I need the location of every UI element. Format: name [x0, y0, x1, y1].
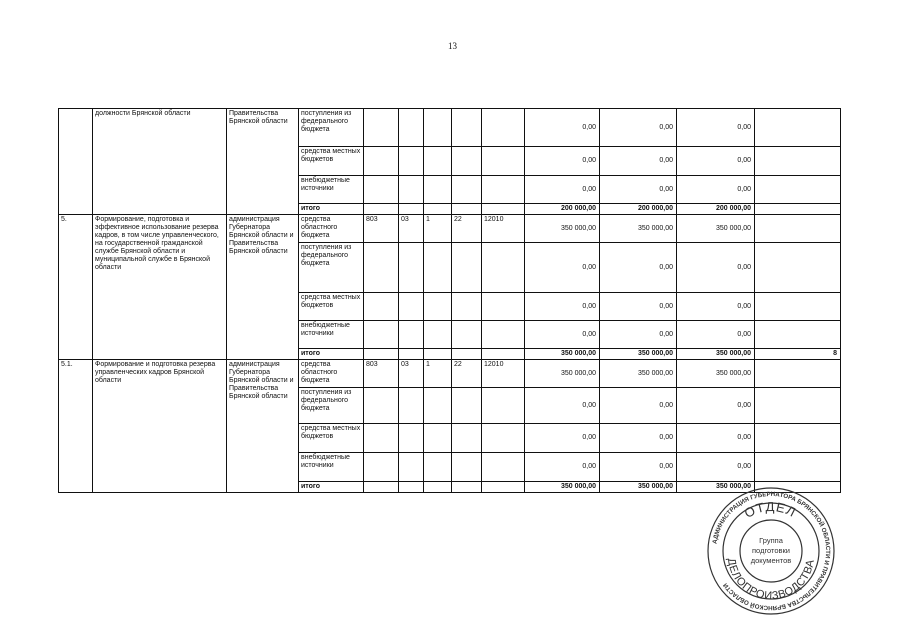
table-cell: 0,00	[600, 321, 677, 349]
table-cell	[364, 349, 399, 360]
table-cell: Формирование, подготовка и эффективное использование резерва кадров, в том числе управленческого, на государственной гражданской службе Брянской области и муниципальной службе в Брянской области	[93, 215, 227, 360]
table-cell	[452, 109, 482, 147]
table-cell	[482, 243, 525, 293]
table-cell	[482, 424, 525, 453]
table-cell: 350 000,00	[525, 215, 600, 243]
table-cell	[482, 349, 525, 360]
table-cell	[424, 453, 452, 482]
table-cell	[482, 453, 525, 482]
table-cell	[452, 176, 482, 204]
table-cell: 200 000,00	[525, 204, 600, 215]
table-cell: итого	[299, 349, 364, 360]
budget-table	[58, 108, 841, 493]
table-cell	[452, 388, 482, 424]
table-cell: 12010	[482, 215, 525, 243]
table-cell	[399, 109, 424, 147]
table-cell: 03	[399, 360, 424, 388]
table-cell: 0,00	[677, 176, 755, 204]
table-cell	[452, 204, 482, 215]
table-cell	[755, 453, 841, 482]
table-cell	[755, 176, 841, 204]
table-cell: администрация Губернатора Брянской области и Правительства Брянской области	[227, 215, 299, 360]
table-cell: итого	[299, 204, 364, 215]
table-cell: 0,00	[677, 453, 755, 482]
table-cell	[424, 482, 452, 493]
table-cell	[755, 109, 841, 147]
table-cell: 0,00	[600, 109, 677, 147]
table-cell: 0,00	[600, 453, 677, 482]
table-cell: 0,00	[600, 243, 677, 293]
page-number: 13	[448, 41, 457, 51]
table-cell	[482, 147, 525, 176]
table-cell	[755, 293, 841, 321]
table-cell	[424, 204, 452, 215]
table-cell	[399, 293, 424, 321]
table-cell: 0,00	[677, 243, 755, 293]
table-cell: 200 000,00	[600, 204, 677, 215]
table-cell	[482, 176, 525, 204]
table-cell	[482, 204, 525, 215]
table-cell: средства областного бюджета	[299, 360, 364, 388]
table-cell: 803	[364, 215, 399, 243]
table-cell	[424, 109, 452, 147]
table-cell: 0,00	[525, 293, 600, 321]
table-cell: администрация Губернатора Брянской области и Правительства Брянской области	[227, 360, 299, 493]
table-cell: 0,00	[525, 424, 600, 453]
table-cell: должности Брянской области	[93, 109, 227, 215]
table-cell	[399, 243, 424, 293]
stamp-arc-bottom: ДЕЛОПРОИЗВОДСТВА	[724, 557, 817, 603]
table-cell: 1	[424, 360, 452, 388]
table-cell	[424, 293, 452, 321]
table-cell	[755, 360, 841, 388]
table-cell: средства областного бюджета	[299, 215, 364, 243]
table-cell: 22	[452, 215, 482, 243]
stamp-arc-top: ОТДЕЛ	[741, 498, 799, 521]
table-cell: внебюджетные источники	[299, 321, 364, 349]
table-cell: 0,00	[525, 453, 600, 482]
table-cell	[364, 243, 399, 293]
table-cell: 0,00	[525, 176, 600, 204]
table-cell	[452, 349, 482, 360]
table-cell: 5.1.	[59, 360, 93, 493]
table-cell: 0,00	[677, 109, 755, 147]
stamp-center-1: Группа	[759, 536, 783, 545]
table-cell: Формирование и подготовка резерва управленческих кадров Брянской области	[93, 360, 227, 493]
table-cell: 0,00	[525, 388, 600, 424]
table-cell: внебюджетные источники	[299, 176, 364, 204]
table-cell	[424, 321, 452, 349]
table-cell	[482, 482, 525, 493]
table-cell: 0,00	[600, 424, 677, 453]
table-cell	[482, 293, 525, 321]
table-cell: 0,00	[677, 388, 755, 424]
table-cell	[452, 293, 482, 321]
table-cell	[755, 215, 841, 243]
table-cell: 350 000,00	[525, 349, 600, 360]
table-cell	[364, 424, 399, 453]
table-cell: 350 000,00	[677, 349, 755, 360]
table-cell	[452, 424, 482, 453]
table-cell	[452, 321, 482, 349]
table-cell	[755, 147, 841, 176]
table-cell	[364, 482, 399, 493]
table-row	[59, 215, 841, 243]
table-cell	[364, 109, 399, 147]
table-cell: средства местных бюджетов	[299, 147, 364, 176]
table-cell	[364, 321, 399, 349]
table-cell	[364, 147, 399, 176]
table-cell	[399, 204, 424, 215]
table-cell: 0,00	[525, 243, 600, 293]
table-cell	[482, 109, 525, 147]
table-cell: 0,00	[677, 147, 755, 176]
table-cell: 350 000,00	[600, 349, 677, 360]
table-cell: 5.	[59, 215, 93, 360]
table-cell	[364, 388, 399, 424]
table-cell	[399, 321, 424, 349]
table-cell	[364, 453, 399, 482]
table-cell	[364, 204, 399, 215]
table-cell: 350 000,00	[600, 215, 677, 243]
table-cell: 0,00	[677, 321, 755, 349]
table-cell	[755, 321, 841, 349]
stamp-ring-text: АДМИНИСТРАЦИЯ ГУБЕРНАТОРА БРЯНСКОЙ ОБЛАСТИ И ПРАВИТЕЛЬСТВА БРЯНСКОЙ ОБЛАСТИ	[711, 490, 832, 612]
table-cell: 200 000,00	[677, 204, 755, 215]
table-cell: 350 000,00	[600, 360, 677, 388]
table-cell: поступления из федерального бюджета	[299, 388, 364, 424]
table-cell	[424, 424, 452, 453]
table-cell	[452, 482, 482, 493]
table-cell: 22	[452, 360, 482, 388]
table-cell: 803	[364, 360, 399, 388]
table-cell	[482, 321, 525, 349]
stamp-center-3: документов	[750, 556, 792, 565]
table-cell	[755, 204, 841, 215]
table-cell	[452, 243, 482, 293]
table-cell	[452, 453, 482, 482]
table-cell	[399, 424, 424, 453]
table-cell: 0,00	[677, 424, 755, 453]
table-cell: поступления из федерального бюджета	[299, 243, 364, 293]
table-cell	[424, 243, 452, 293]
table-cell: 1	[424, 215, 452, 243]
table-row	[59, 360, 841, 388]
table-cell: 350 000,00	[677, 360, 755, 388]
table-cell: 8	[755, 349, 841, 360]
table-cell	[59, 109, 93, 215]
stamp-center-2: подготовки	[752, 546, 790, 555]
table-cell: 350 000,00	[677, 215, 755, 243]
table-cell: средства местных бюджетов	[299, 424, 364, 453]
table-cell: 0,00	[525, 109, 600, 147]
table-cell: поступления из федерального бюджета	[299, 109, 364, 147]
table-cell: внебюджетные источники	[299, 453, 364, 482]
table-cell	[452, 147, 482, 176]
table-cell: 350 000,00	[600, 482, 677, 493]
table-cell	[482, 388, 525, 424]
table-cell	[755, 243, 841, 293]
table-cell: итого	[299, 482, 364, 493]
table-cell	[755, 424, 841, 453]
table-cell: средства местных бюджетов	[299, 293, 364, 321]
table-cell	[424, 147, 452, 176]
table-cell: 350 000,00	[525, 360, 600, 388]
table-row	[59, 109, 841, 147]
table-cell	[399, 349, 424, 360]
table-cell	[755, 388, 841, 424]
table-cell	[424, 349, 452, 360]
table-cell: 350 000,00	[677, 482, 755, 493]
table-cell: 0,00	[600, 147, 677, 176]
table-cell: Правительства Брянской области	[227, 109, 299, 215]
table-cell: 0,00	[600, 176, 677, 204]
table-cell	[424, 176, 452, 204]
table-cell	[399, 147, 424, 176]
table-cell: 350 000,00	[525, 482, 600, 493]
table-cell: 0,00	[525, 147, 600, 176]
table-cell: 0,00	[600, 293, 677, 321]
table-cell: 03	[399, 215, 424, 243]
table-cell: 0,00	[525, 321, 600, 349]
table-cell	[424, 388, 452, 424]
table-cell	[399, 482, 424, 493]
table-cell	[399, 176, 424, 204]
table-cell	[364, 293, 399, 321]
table-cell	[399, 388, 424, 424]
table-cell	[399, 453, 424, 482]
department-stamp	[706, 486, 836, 616]
table-cell: 0,00	[677, 293, 755, 321]
table-cell: 12010	[482, 360, 525, 388]
table-cell	[364, 176, 399, 204]
table-cell: 0,00	[600, 388, 677, 424]
